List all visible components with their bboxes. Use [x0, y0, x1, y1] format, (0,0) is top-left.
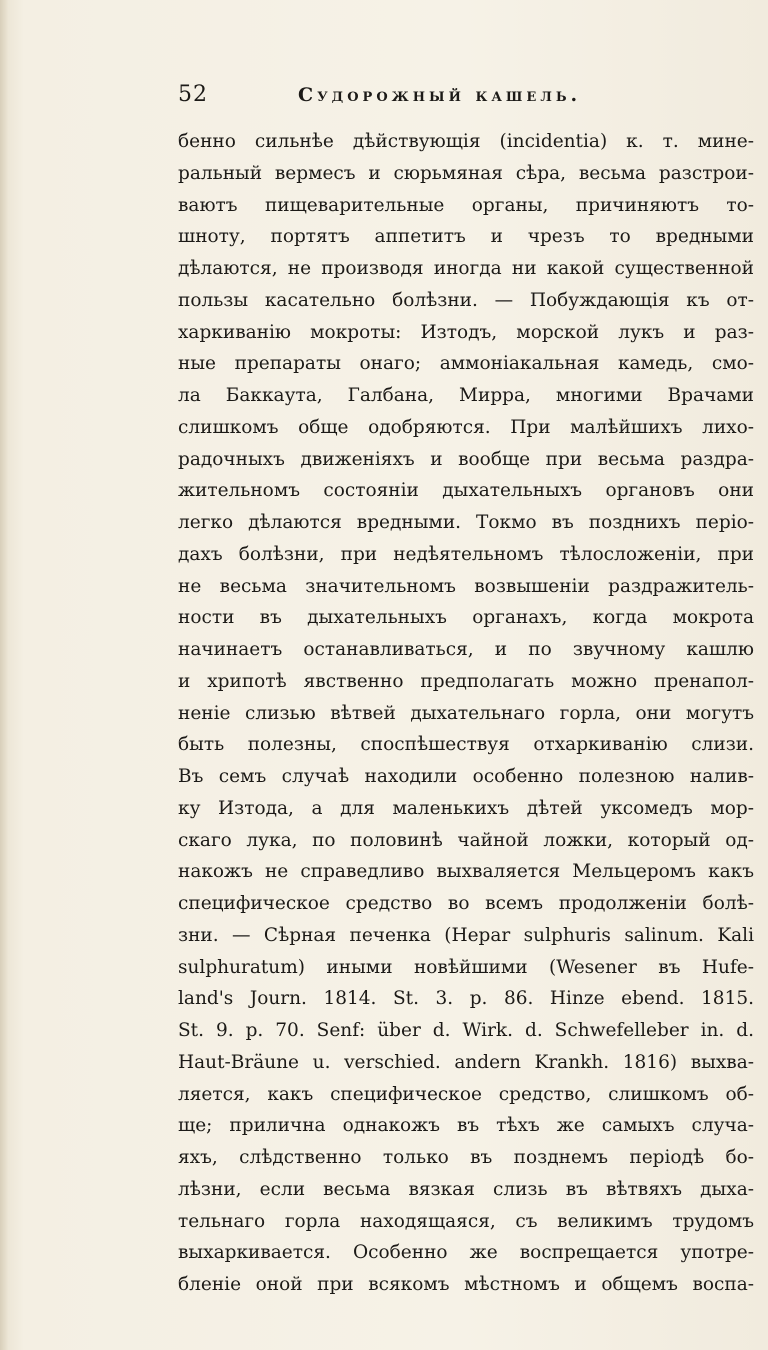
text-line: скаго лука, по половинѣ чайной ложки, который од- — [178, 829, 754, 851]
text-line: начинаетъ останавливаться, и по звучному кашлю — [178, 639, 754, 660]
text-line: ные препараты онаго; аммоніакальная камедь, смо- — [178, 353, 754, 375]
page-header — [178, 82, 638, 116]
text-line: шноту, портятъ аппетитъ и чрезъ то вредными — [178, 226, 754, 248]
text-line: St. 9. p. 70. Senf: über d. Wirk. d. Schwefelleber in. d. — [178, 1020, 754, 1041]
running-title: Судорожный кашель. — [298, 84, 582, 106]
text-line: неніе слизью вѣтвей дыхательнаго горла, они могутъ — [178, 702, 754, 724]
page-spine-shadow — [0, 0, 8, 1350]
text-line: быть полезны, споспѣшествуя отхаркиванію слизи. — [178, 734, 754, 756]
text-line: радочныхъ движеніяхъ и вообще при весьма раздра- — [178, 448, 754, 470]
text-line: яхъ, слѣдственно только въ позднемъ періодѣ бо- — [178, 1147, 754, 1168]
text-line: накожъ не справедливо выхваляется Мельцеромъ какъ — [178, 861, 754, 883]
text-line: лѣзни, если весьма вязкая слизь въ вѣтвяхъ дыха- — [178, 1178, 754, 1200]
text-line: бленіе оной при всякомъ мѣстномъ и общемъ воспа- — [178, 1274, 754, 1295]
text-line: ла Баккаута, Галбана, Мирра, многими Врачами — [178, 385, 754, 406]
text-line: land's Journ. 1814. St. 3. p. 86. Hinze ebend. 1815. — [178, 988, 754, 1010]
text-line: тельнаго горла находящаяся, съ великимъ трудомъ — [178, 1210, 754, 1232]
text-line: дахъ болѣзни, при недѣятельномъ тѣлосложеніи, при — [178, 543, 754, 565]
text-line: ляется, какъ специфическое средство, слишкомъ об- — [178, 1083, 754, 1105]
text-line: зни. — Сѣрная печенка (Hepar sulphuris salinum. Kali — [178, 924, 754, 946]
page-number: 52 — [178, 82, 208, 107]
text-line: ще; прилична однакожъ въ тѣхъ же самыхъ случа- — [178, 1115, 754, 1137]
text-line: и хрипотѣ явственно предполагать можно пренапол- — [178, 670, 754, 692]
text-line: харкиванію мокроты: Изтодъ, морской лукъ и раз- — [178, 321, 754, 343]
text-line: жительномъ состояніи дыхательныхъ органовъ они — [178, 480, 754, 502]
text-line: бенно сильнѣе дѣйствующія (incidentia) к. т. мине- — [178, 131, 754, 152]
text-line: sulphuratum) иными новѣйшими (Wesener въ Hufe- — [178, 956, 754, 978]
text-line: не весьма значительномъ возвышеніи раздражитель- — [178, 575, 754, 597]
text-line: пользы касательно болѣзни. — Побуждающія къ от- — [178, 289, 754, 311]
text-line: дѣлаются, не производя иногда ни какой существенной — [178, 258, 754, 279]
text-line: Haut-Bräune u. verschied. andern Krankh. 1816) выхва- — [178, 1051, 754, 1073]
body-text — [178, 126, 754, 1301]
text-line: Въ семъ случаѣ находили особенно полезною налив- — [178, 766, 754, 787]
text-line: слишкомъ обще одобряются. При малѣйшихъ лихо- — [178, 416, 754, 438]
text-line: ральный вермесъ и сюрьмяная сѣра, весьма разстрои- — [178, 162, 754, 184]
text-line: выхаркивается. Особенно же воспрещается употре- — [178, 1242, 754, 1264]
text-line: ку Изтода, а для маленькихъ дѣтей уксомедъ мор- — [178, 797, 754, 819]
text-line: ности въ дыхательныхъ органахъ, когда мокрота — [178, 607, 754, 629]
text-line: ваютъ пищеварительные органы, причиняютъ то- — [178, 194, 754, 216]
text-line: легко дѣлаются вредными. Токмо въ позднихъ періо- — [178, 512, 754, 533]
text-line: специфическое средство во всемъ продолженіи болѣ- — [178, 893, 754, 914]
